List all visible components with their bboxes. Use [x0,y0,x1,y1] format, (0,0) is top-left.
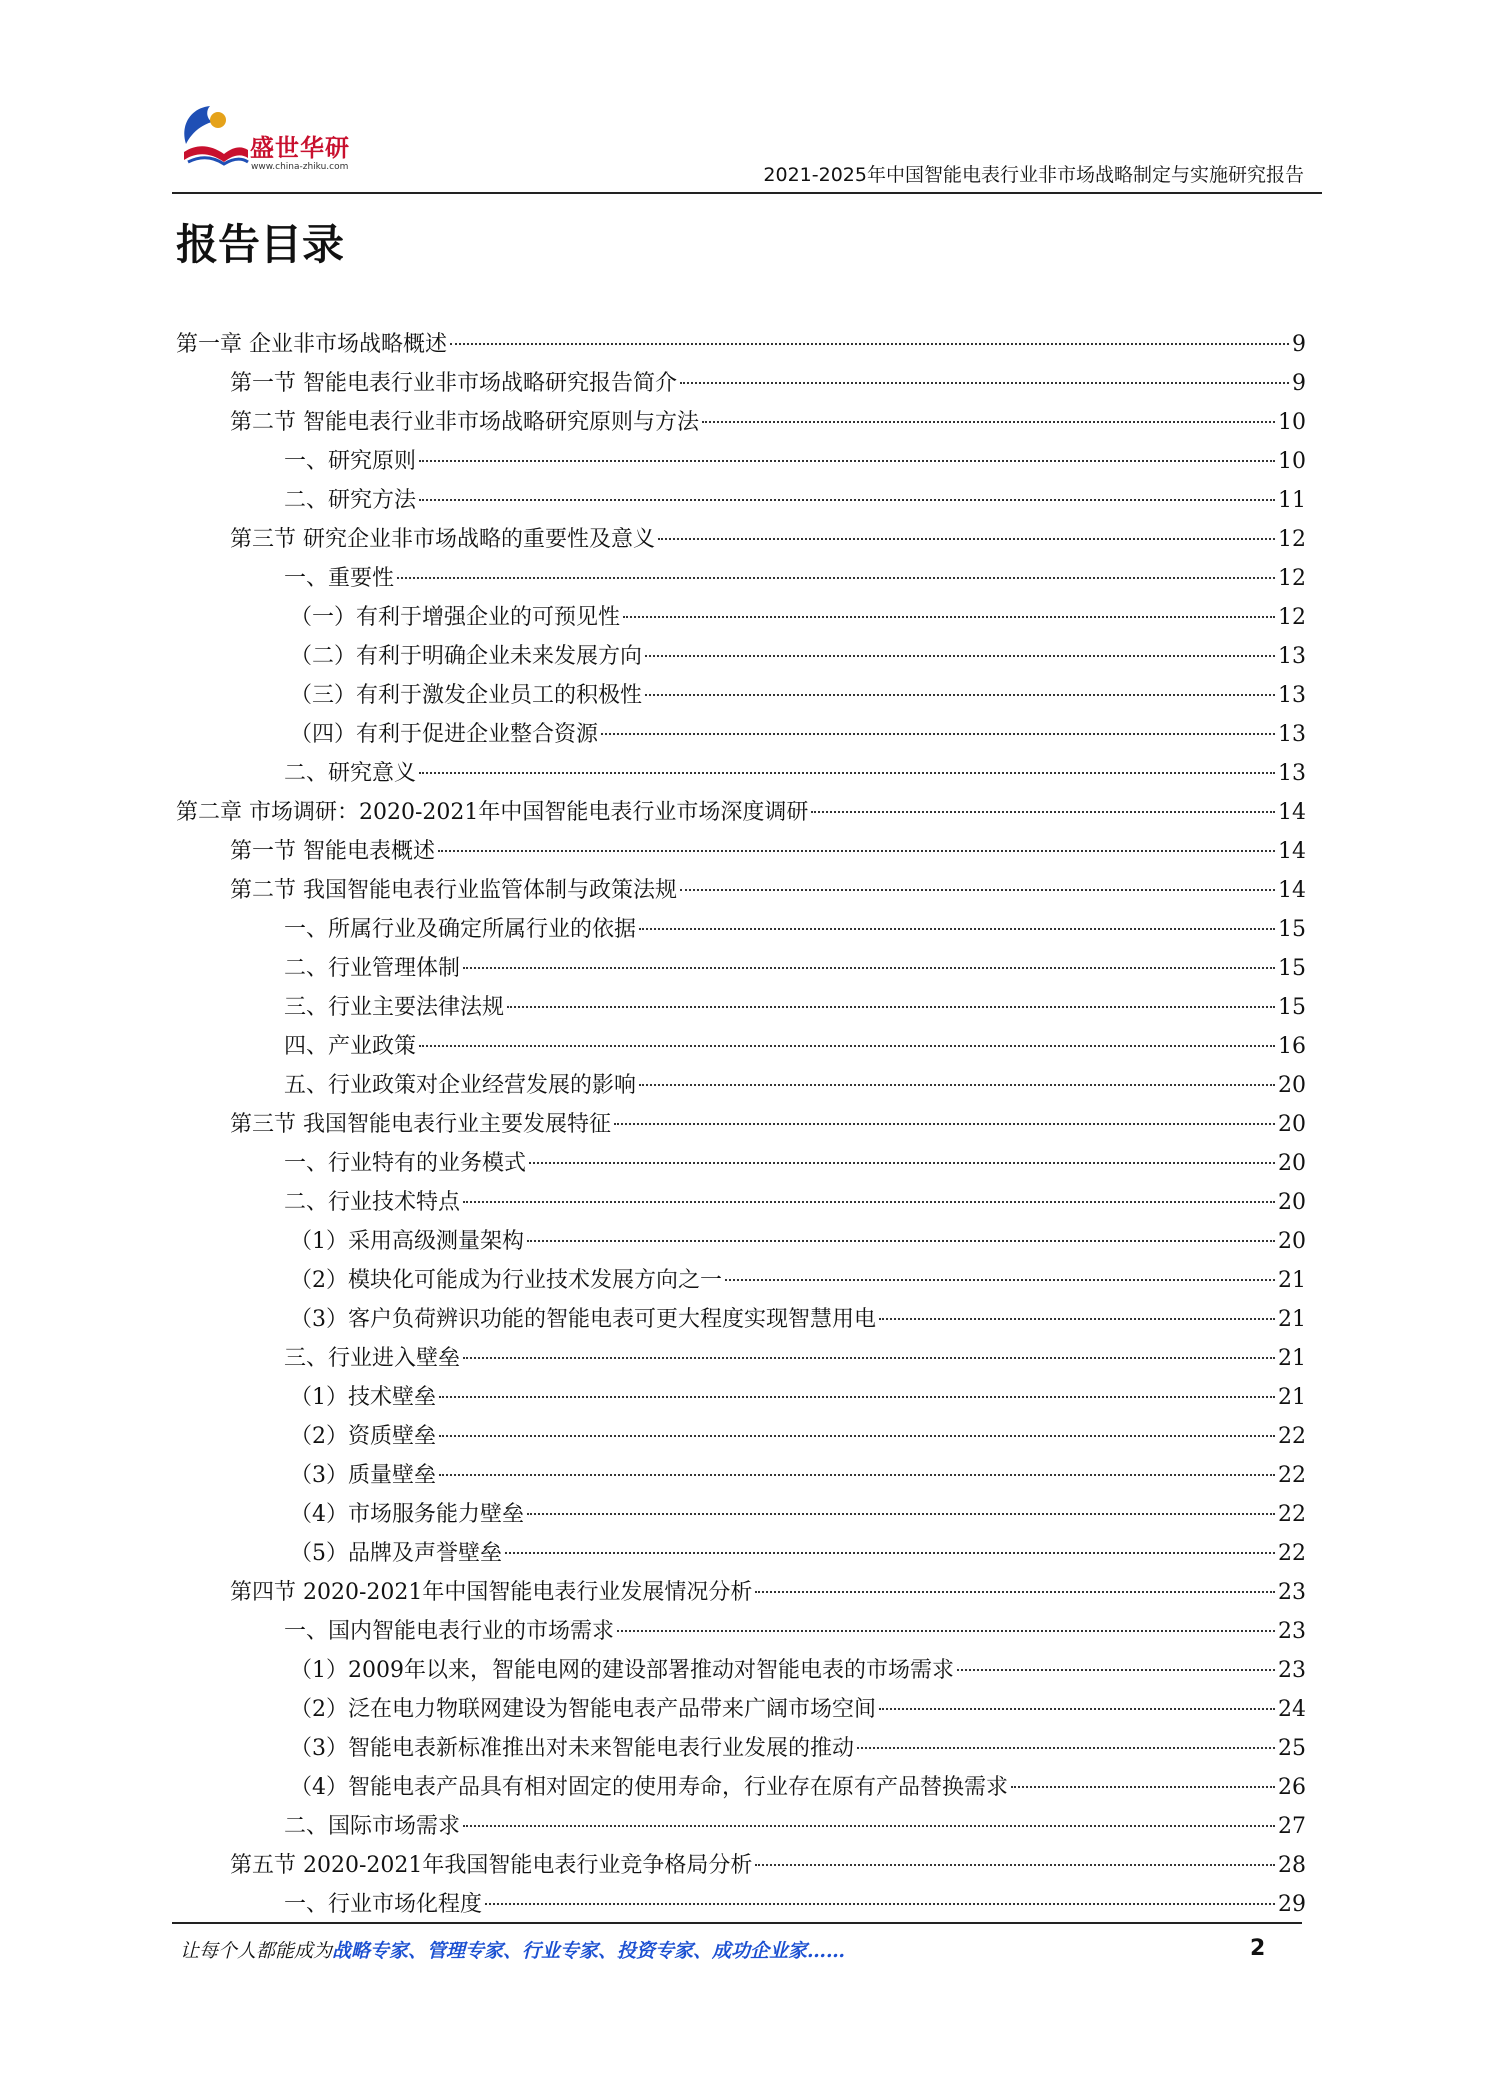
toc-entry-page: 24 [1278,1697,1306,1722]
toc-entry-label: 第三节 我国智能电表行业主要发展特征 [230,1112,611,1137]
toc-entry[interactable] [176,910,1306,949]
toc-entry-page: 13 [1278,722,1306,747]
toc-entry-label: 三、行业进入壁垒 [284,1346,461,1371]
toc-leader-dots [529,1162,1275,1164]
toc-entry-page: 12 [1278,566,1306,591]
toc-entry[interactable] [176,793,1306,832]
toc-entry-label: （一）有利于增强企业的可预见性 [290,605,621,630]
toc-leader-dots [645,655,1275,657]
toc-leader-dots [680,889,1275,891]
toc-entry-label: 一、行业特有的业务模式 [284,1151,527,1176]
toc-leader-dots [811,811,1275,813]
toc-entry[interactable] [176,598,1306,637]
toc-entry[interactable] [176,1378,1306,1417]
toc-entry-label: 第二节 智能电表行业非市场战略研究原则与方法 [230,410,699,435]
toc-entry-label: 二、行业管理体制 [284,956,461,981]
toc-entry[interactable] [176,1417,1306,1456]
toc-entry-page: 27 [1278,1814,1306,1839]
toc-leader-dots [601,733,1275,735]
toc-entry-page: 10 [1278,449,1306,474]
toc-entry-page: 21 [1278,1307,1306,1332]
toc-leader-dots [463,1357,1275,1359]
toc-entry-page: 23 [1278,1658,1306,1683]
toc-entry[interactable] [176,988,1306,1027]
toc-entry-label: （1）技术壁垒 [290,1385,436,1410]
toc-leader-dots [617,1630,1275,1632]
toc-entry[interactable] [176,949,1306,988]
toc-leader-dots [527,1513,1275,1515]
toc-entry[interactable] [176,1144,1306,1183]
toc-entry-page: 26 [1278,1775,1306,1800]
toc-leader-dots [463,1201,1275,1203]
toc-entry-page: 20 [1278,1229,1306,1254]
toc-entry-page: 20 [1278,1073,1306,1098]
toc-entry-label: 第一节 智能电表概述 [230,839,435,864]
toc-leader-dots [419,499,1275,501]
toc-entry-label: 第四节 2020-2021年中国智能电表行业发展情况分析 [230,1580,753,1605]
logo-name: 盛世华研 [250,134,350,162]
toc-entry-label: 一、研究原则 [284,449,417,474]
toc-entry-label: （4）市场服务能力壁垒 [290,1502,524,1527]
toc-entry-page: 15 [1278,917,1306,942]
toc-entry[interactable] [176,1573,1306,1612]
toc-entry-label: （3）智能电表新标准推出对未来智能电表行业发展的推动 [290,1736,854,1761]
toc-entry-label: 一、行业市场化程度 [284,1892,483,1917]
toc-entry[interactable] [176,1651,1306,1690]
toc-entry[interactable] [176,1222,1306,1261]
toc-entry-label: 第一节 智能电表行业非市场战略研究报告简介 [230,371,677,396]
toc-leader-dots [755,1864,1275,1866]
toc-entry[interactable] [176,1066,1306,1105]
toc-entry-page: 23 [1278,1619,1306,1644]
toc-entry-label: 第一章 企业非市场战略概述 [176,332,447,357]
logo-emblem-icon [172,100,252,180]
toc-entry-label: （3）质量壁垒 [290,1463,436,1488]
toc-entry[interactable] [176,1612,1306,1651]
toc-leader-dots [879,1318,1275,1320]
slogan-highlight: 战略专家、管理专家、行业专家、投资专家、成功企业家…… [332,1940,846,1962]
page-number: 2 [1250,1936,1266,1961]
toc-entry[interactable] [176,442,1306,481]
toc-entry-label: （2）泛在电力物联网建设为智能电表产品带来广阔市场空间 [290,1697,876,1722]
toc-entry-page: 9 [1292,332,1306,357]
toc-entry-label: 二、研究方法 [284,488,417,513]
footer-slogan [180,1936,845,1963]
logo-url: www.china-zhiku.com [251,162,349,172]
toc-leader-dots [463,967,1275,969]
toc-leader-dots [419,460,1275,462]
toc-entry-page: 15 [1278,995,1306,1020]
toc-leader-dots [957,1669,1275,1671]
toc-entry-page: 9 [1292,371,1306,396]
toc-entry-label: （2）模块化可能成为行业技术发展方向之一 [290,1268,722,1293]
toc-entry-label: （2）资质壁垒 [290,1424,436,1449]
toc-entry[interactable] [176,1339,1306,1378]
toc-leader-dots [485,1903,1275,1905]
toc-entry-page: 28 [1278,1853,1306,1878]
toc-entry[interactable] [176,1729,1306,1768]
toc-entry-page: 12 [1278,605,1306,630]
toc-entry[interactable] [176,403,1306,442]
toc-leader-dots [879,1708,1275,1710]
toc-leader-dots [419,772,1275,774]
toc-entry[interactable] [176,754,1306,793]
toc-leader-dots [725,1279,1275,1281]
toc-entry-page: 22 [1278,1541,1306,1566]
toc-entry[interactable] [176,1261,1306,1300]
slogan-prefix: 让每个人都能成为 [180,1940,333,1962]
toc-entry[interactable] [176,559,1306,598]
footer-divider [172,1922,1302,1924]
toc-leader-dots [645,694,1275,696]
toc-leader-dots [755,1591,1275,1593]
toc-entry[interactable] [176,520,1306,559]
company-logo [172,100,372,180]
toc-entry-page: 21 [1278,1268,1306,1293]
toc-entry-label: 第二章 市场调研：2020-2021年中国智能电表行业市场深度调研 [176,800,809,825]
toc-leader-dots [450,343,1289,345]
toc-entry[interactable] [176,1027,1306,1066]
toc-entry-label: （1）采用高级测量架构 [290,1229,524,1254]
toc-leader-dots [505,1552,1275,1554]
toc-entry-label: 一、所属行业及确定所属行业的依据 [284,917,637,942]
toc-entry[interactable] [176,1495,1306,1534]
toc-entry-page: 21 [1278,1385,1306,1410]
toc-entry[interactable] [176,637,1306,676]
toc-entry-label: （四）有利于促进企业整合资源 [290,722,599,747]
toc-entry[interactable] [176,871,1306,910]
toc-title: 报告目录 [176,220,345,269]
toc-entry-label: 二、行业技术特点 [284,1190,461,1215]
toc-leader-dots [614,1123,1275,1125]
toc-leader-dots [527,1240,1275,1242]
toc-leader-dots [639,928,1275,930]
toc-leader-dots [702,421,1275,423]
toc-entry[interactable] [176,1456,1306,1495]
toc-entry-page: 16 [1278,1034,1306,1059]
toc-entry-page: 11 [1278,488,1306,513]
toc-entry[interactable] [176,1105,1306,1144]
toc-entry-page: 22 [1278,1424,1306,1449]
toc-entry-page: 13 [1278,683,1306,708]
toc-entry-label: 五、行业政策对企业经营发展的影响 [284,1073,637,1098]
toc-entry[interactable] [176,1885,1306,1924]
toc-entry-label: 一、重要性 [284,566,395,591]
toc-entry[interactable] [176,832,1306,871]
toc-entry[interactable] [176,481,1306,520]
toc-entry-page: 23 [1278,1580,1306,1605]
toc-entry-page: 29 [1278,1892,1306,1917]
toc-leader-dots [439,1435,1275,1437]
toc-entry-page: 20 [1278,1190,1306,1215]
toc-entry-page: 12 [1278,527,1306,552]
toc-leader-dots [419,1045,1275,1047]
toc-entry[interactable] [176,1183,1306,1222]
toc-entry-page: 21 [1278,1346,1306,1371]
toc-leader-dots [438,850,1275,852]
header-divider [172,192,1322,194]
toc-entry[interactable] [176,325,1306,364]
toc-leader-dots [857,1747,1275,1749]
toc-entry-label: 二、研究意义 [284,761,417,786]
toc-leader-dots [463,1825,1275,1827]
toc-leader-dots [439,1474,1275,1476]
toc-entry-label: （二）有利于明确企业未来发展方向 [290,644,643,669]
toc-leader-dots [507,1006,1275,1008]
toc-leader-dots [1011,1786,1275,1788]
toc-entry-page: 13 [1278,761,1306,786]
toc-entry[interactable] [176,1300,1306,1339]
toc-entry[interactable] [176,1768,1306,1807]
toc-entry-label: 一、国内智能电表行业的市场需求 [284,1619,615,1644]
toc-entry-label: 三、行业主要法律法规 [284,995,505,1020]
toc-entry[interactable] [176,1690,1306,1729]
toc-entry-page: 25 [1278,1736,1306,1761]
toc-entry-label: （5）品牌及声誉壁垒 [290,1541,502,1566]
toc-entry-label: 第三节 研究企业非市场战略的重要性及意义 [230,527,655,552]
toc-entry-page: 22 [1278,1502,1306,1527]
toc-entry-label: （3）客户负荷辨识功能的智能电表可更大程度实现智慧用电 [290,1307,876,1332]
toc-entry-page: 15 [1278,956,1306,981]
toc-entry-label: （三）有利于激发企业员工的积极性 [290,683,643,708]
toc-entry[interactable] [176,676,1306,715]
toc-leader-dots [680,382,1289,384]
toc-entry-label: 第二节 我国智能电表行业监管体制与政策法规 [230,878,677,903]
toc-entry-page: 14 [1278,839,1306,864]
toc-entry-page: 14 [1278,800,1306,825]
toc-entry-page: 14 [1278,878,1306,903]
toc-entry[interactable] [176,1534,1306,1573]
toc-entry[interactable] [176,364,1306,403]
page-header [172,100,1322,196]
toc-entry-label: 四、产业政策 [284,1034,417,1059]
toc-leader-dots [439,1396,1275,1398]
table-of-contents [176,325,1306,1924]
toc-entry-page: 10 [1278,410,1306,435]
toc-entry-page: 20 [1278,1112,1306,1137]
toc-entry-label: 第五节 2020-2021年我国智能电表行业竞争格局分析 [230,1853,753,1878]
report-title: 2021-2025年中国智能电表行业非市场战略制定与实施研究报告 [763,164,1304,186]
toc-leader-dots [397,577,1275,579]
toc-leader-dots [658,538,1275,540]
toc-entry-label: （1）2009年以来，智能电网的建设部署推动对智能电表的市场需求 [290,1658,954,1683]
toc-entry[interactable] [176,715,1306,754]
toc-entry-label: 二、国际市场需求 [284,1814,461,1839]
toc-entry-page: 13 [1278,644,1306,669]
toc-entry-page: 22 [1278,1463,1306,1488]
toc-entry[interactable] [176,1807,1306,1846]
toc-entry-page: 20 [1278,1151,1306,1176]
toc-leader-dots [639,1084,1275,1086]
toc-entry-label: （4）智能电表产品具有相对固定的使用寿命，行业存在原有产品替换需求 [290,1775,1008,1800]
toc-leader-dots [623,616,1275,618]
page-footer [172,1922,1322,1982]
toc-entry[interactable] [176,1846,1306,1885]
